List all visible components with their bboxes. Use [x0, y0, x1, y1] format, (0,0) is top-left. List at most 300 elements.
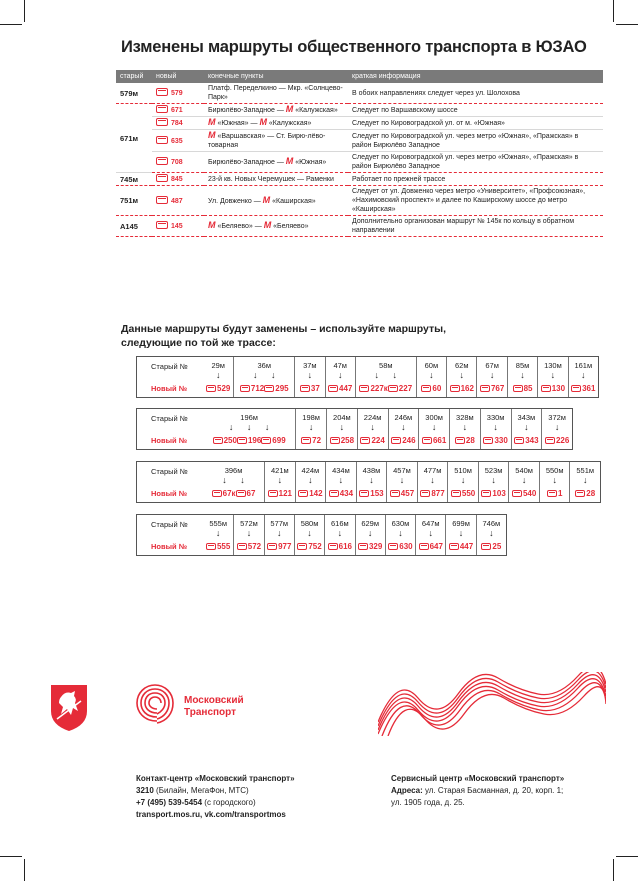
- arrow-row: [508, 370, 537, 380]
- bus-icon: [483, 437, 493, 444]
- arrow-down-icon: ↓: [271, 370, 276, 380]
- arrow-down-icon: ↓: [337, 528, 343, 538]
- bus-icon: [512, 490, 522, 497]
- replacement-column: [355, 357, 416, 397]
- arrow-row: [450, 422, 480, 432]
- new-number: 25: [492, 542, 502, 551]
- website-link[interactable]: transport.mos.ru, vk.com/transportmos: [136, 810, 286, 819]
- terminals: М «Варшавская» — Ст. Бирю-лёво-товарная: [204, 130, 348, 152]
- replacement-column: [507, 357, 537, 397]
- new-number: 457: [400, 489, 415, 498]
- table-row: [116, 104, 603, 117]
- new-numbers: [538, 384, 567, 393]
- arrow-row: [569, 370, 598, 380]
- replacement-column: [295, 462, 326, 502]
- table-row: [116, 130, 603, 152]
- old-number: 421м: [270, 466, 289, 475]
- replacement-column: [445, 515, 475, 555]
- new-number: 295: [275, 384, 289, 393]
- bus-icon: [545, 437, 555, 444]
- terminals: Бирюлёво-Западное — М «Южная»: [204, 152, 348, 173]
- arrow-down-icon: ↓: [398, 528, 403, 538]
- arrow-down-icon: ↓: [240, 475, 245, 485]
- bus-icon: [541, 385, 551, 392]
- new-numbers: [512, 436, 542, 445]
- terminals: 23-й кв. Новых Черемушек — Раменки: [204, 173, 348, 186]
- replacement-column: [203, 357, 233, 397]
- arrow-down-icon: ↓: [489, 528, 494, 538]
- new-numbers: [542, 436, 572, 445]
- arrow-row: [447, 370, 476, 380]
- new-number: 121: [278, 489, 292, 498]
- table-row: [116, 83, 603, 104]
- arrow-row: [512, 422, 542, 432]
- arrow-down-icon: ↓: [374, 370, 380, 380]
- arrow-row: [296, 422, 326, 432]
- arrow-down-icon: ↓: [460, 475, 466, 485]
- old-number: 477м: [423, 466, 442, 475]
- arrow-row: [356, 528, 385, 538]
- logo-line-1: Московский: [184, 695, 244, 706]
- old-route: 579м: [116, 83, 152, 104]
- old-number: 424м: [301, 466, 320, 475]
- terminals: М «Беляево» — М «Беляево»: [204, 216, 348, 237]
- arrow-row: [479, 475, 509, 485]
- replacement-box: [136, 408, 573, 450]
- arrow-row: [295, 370, 324, 380]
- new-numbers: [234, 542, 263, 551]
- old-number: 746м: [482, 519, 501, 528]
- bus-icon: [388, 385, 398, 392]
- replacement-column: [449, 409, 480, 449]
- bus-icon: [481, 543, 491, 550]
- old-number: 629м: [361, 519, 379, 528]
- route-info: Следует от ул. Довженко через метро «Университет», «Профсоюзная», «Нахимовский проспект» и далее по Каширскому шоссе до метро «Каширская»: [348, 186, 603, 216]
- bus-icon: [206, 543, 216, 550]
- metro-icon: М: [208, 117, 216, 127]
- new-route: [152, 117, 204, 130]
- bus-icon: [451, 490, 461, 497]
- old-number: 372м: [548, 413, 566, 422]
- new-route: [152, 152, 204, 173]
- bus-icon: [236, 490, 246, 497]
- old-number: 580м: [300, 519, 319, 528]
- bus-icon: [359, 385, 369, 392]
- bus-icon: [156, 174, 168, 182]
- new-numbers: [203, 384, 233, 393]
- replacement-column: [416, 357, 446, 397]
- old-number: 58м: [379, 361, 393, 370]
- new-number-label: Новый №: [151, 542, 188, 551]
- replacement-column: [537, 357, 567, 397]
- replacement-column: [264, 515, 294, 555]
- new-numbers: [356, 384, 416, 393]
- replacement-column: [480, 409, 511, 449]
- arrow-row: [234, 370, 294, 380]
- new-number-label: Новый №: [151, 436, 188, 445]
- arrow-row: [386, 528, 415, 538]
- new-numbers: [327, 436, 357, 445]
- replacement-subtitle: Данные маршруты будут заменены – используйте маршруты, следующие по той же трассе:: [121, 323, 447, 349]
- arrow-down-icon: ↓: [401, 422, 406, 432]
- bus-icon: [455, 437, 465, 444]
- metro-icon: М: [285, 104, 294, 114]
- new-numbers: [386, 542, 415, 551]
- new-number: 343: [525, 436, 539, 445]
- terminals: Платф. Переделкино — Мкр. «Солнцево-Парк»: [204, 83, 348, 104]
- old-route: 671м: [116, 104, 152, 173]
- bus-icon: [212, 490, 222, 497]
- table-row: [116, 173, 603, 186]
- new-numbers: [447, 384, 476, 393]
- new-numbers: [448, 489, 478, 498]
- replacement-column: [511, 409, 542, 449]
- logo-text: [184, 695, 244, 719]
- route-info: Следует по Кировоградской ул. через метро «Южная», «Пражская» в район Бирюлёво Западное: [348, 152, 603, 173]
- new-number: 434: [339, 489, 354, 498]
- arrow-row: [203, 528, 233, 538]
- arrow-row: [296, 475, 326, 485]
- arrow-row: [418, 475, 448, 485]
- new-numbers: [387, 489, 417, 498]
- arrow-down-icon: ↓: [431, 422, 437, 432]
- header-old: старый: [116, 70, 152, 83]
- replacement-column: [325, 357, 355, 397]
- arrow-row: [358, 422, 388, 432]
- replacement-column: [447, 462, 478, 502]
- bus-icon: [267, 543, 277, 550]
- new-numbers: [450, 436, 480, 445]
- replacement-column: [355, 515, 385, 555]
- replacement-column: [325, 462, 356, 502]
- arrow-row: [265, 528, 294, 538]
- metro-icon: М: [285, 156, 294, 166]
- arrow-down-icon: ↓: [520, 370, 525, 380]
- old-route: А145: [116, 216, 152, 237]
- old-number: 630м: [391, 519, 410, 528]
- replacement-column: [508, 462, 539, 502]
- arrow-row: [416, 528, 445, 538]
- route-info: Работает по прежней трассе: [348, 173, 603, 186]
- new-number: 246: [402, 436, 416, 445]
- terminals: Ул. Довженко — М «Каширская»: [204, 186, 348, 216]
- old-number: 616м: [331, 519, 349, 528]
- old-number-label: Старый №: [151, 362, 188, 371]
- new-numbers: [416, 542, 445, 551]
- arrow-down-icon: ↓: [489, 370, 495, 380]
- crop-mark: [616, 856, 638, 857]
- arrow-down-icon: ↓: [459, 370, 464, 380]
- header-terminals: конечные пункты: [204, 70, 348, 83]
- new-number: 540: [522, 489, 537, 498]
- new-route: [152, 130, 204, 152]
- arrow-row: [481, 422, 511, 432]
- replacement-column: [476, 357, 506, 397]
- crop-mark: [616, 24, 638, 25]
- old-number: 67м: [485, 361, 499, 370]
- old-number: 130м: [544, 361, 562, 370]
- new-numbers: [265, 542, 294, 551]
- new-numbers: [479, 489, 509, 498]
- new-number: 572: [247, 542, 262, 551]
- metro-icon: М: [259, 117, 267, 127]
- new-route: [152, 83, 204, 104]
- arrow-row: [570, 475, 600, 485]
- replacement-column: [478, 462, 509, 502]
- metro-icon: М: [263, 220, 272, 230]
- arrow-down-icon: ↓: [337, 370, 343, 380]
- new-numbers: [540, 489, 570, 498]
- arrow-down-icon: ↓: [277, 475, 283, 485]
- bus-icon: [328, 543, 338, 550]
- old-number-label: Старый №: [151, 414, 188, 423]
- new-number: 226: [555, 436, 570, 445]
- replacement-box: [136, 514, 507, 556]
- contact-center: [136, 773, 376, 821]
- old-number: 577м: [270, 519, 289, 528]
- decorative-wave-pattern: [378, 672, 606, 736]
- bus-icon: [297, 543, 307, 550]
- new-number-label: Новый №: [151, 489, 188, 498]
- old-number-label: Старый №: [151, 520, 188, 529]
- old-route: 751м: [116, 186, 152, 216]
- new-number: 227: [398, 384, 413, 393]
- arrow-row: [446, 528, 475, 538]
- replacement-column: [324, 515, 354, 555]
- new-numbers: [481, 436, 511, 445]
- arrow-down-icon: ↓: [228, 422, 234, 432]
- contact-title: Контакт-центр «Московский транспорт»: [136, 774, 295, 783]
- new-numbers: [417, 384, 446, 393]
- new-route-number: 784: [171, 120, 183, 127]
- old-number: 555м: [209, 519, 227, 528]
- replacement-column: [385, 515, 415, 555]
- table-header-row: [116, 70, 603, 83]
- new-route-number: 671: [171, 107, 183, 114]
- arrow-row: [327, 422, 357, 432]
- new-number: 258: [340, 436, 355, 445]
- old-route: 745м: [116, 173, 152, 186]
- new-number: 250: [223, 436, 237, 445]
- new-numbers: [326, 384, 355, 393]
- table-row: [116, 152, 603, 173]
- routes-table: [116, 70, 603, 237]
- new-number: 447: [459, 542, 474, 551]
- replacement-column: [233, 357, 294, 397]
- new-number: 661: [432, 436, 447, 445]
- new-number: 977: [278, 542, 292, 551]
- new-route: [152, 173, 204, 186]
- bus-icon: [156, 88, 168, 96]
- bus-icon: [156, 118, 168, 126]
- new-number: 712: [250, 384, 265, 393]
- arrow-down-icon: ↓: [276, 528, 282, 538]
- new-number-label: Новый №: [151, 384, 188, 393]
- new-route-number: 708: [171, 159, 183, 166]
- arrow-down-icon: ↓: [215, 370, 221, 380]
- old-number-label: Старый №: [151, 467, 188, 476]
- old-number: 523м: [484, 466, 503, 475]
- bus-icon: [390, 490, 400, 497]
- arrow-row: [477, 370, 506, 380]
- new-numbers: [418, 489, 448, 498]
- crop-mark: [0, 24, 22, 25]
- arrow-row: [477, 528, 506, 538]
- old-number: 540м: [515, 466, 533, 475]
- header-new: новый: [152, 70, 204, 83]
- bus-icon: [237, 437, 247, 444]
- replacement-column: [541, 409, 572, 449]
- new-number: 630: [399, 542, 413, 551]
- bus-icon: [449, 543, 459, 550]
- new-number: 28: [586, 489, 596, 498]
- new-numbers: [295, 542, 324, 551]
- arrow-down-icon: ↓: [493, 422, 498, 432]
- arrow-row: [326, 370, 355, 380]
- new-number: 28: [465, 436, 475, 445]
- replacement-column: [294, 515, 324, 555]
- new-numbers: [569, 384, 598, 393]
- new-route-number: 145: [171, 223, 183, 230]
- old-number: 647м: [421, 519, 440, 528]
- arrow-down-icon: ↓: [308, 475, 313, 485]
- old-number: 29м: [211, 361, 225, 370]
- bus-icon: [419, 543, 429, 550]
- arrow-down-icon: ↓: [392, 370, 398, 380]
- new-number: 1: [557, 489, 563, 498]
- arrow-row: [357, 475, 387, 485]
- new-number: 224: [371, 436, 385, 445]
- arrow-down-icon: ↓: [524, 422, 529, 432]
- new-number: 67: [246, 489, 256, 498]
- new-numbers: [509, 489, 539, 498]
- bus-icon: [213, 437, 223, 444]
- new-number: 361: [582, 384, 596, 393]
- bus-icon: [156, 196, 168, 204]
- new-numbers: [203, 542, 233, 551]
- bus-icon: [391, 437, 401, 444]
- arrow-down-icon: ↓: [430, 475, 435, 485]
- old-number: 330м: [486, 413, 505, 422]
- route-info: Следует по Кировоградской ул. через метро «Южная», «Пражская» в район Бирюлёво Западное: [348, 130, 603, 152]
- bus-icon: [388, 543, 398, 550]
- new-numbers: [234, 384, 294, 393]
- new-number: 227к: [370, 384, 388, 393]
- phone[interactable]: +7 (495) 539-5454: [136, 798, 203, 807]
- bus-icon: [360, 437, 370, 444]
- new-route: [152, 216, 204, 237]
- arrow-row: [325, 528, 354, 538]
- old-number: 699м: [452, 519, 470, 528]
- new-numbers: [477, 542, 506, 551]
- arrow-down-icon: ↓: [264, 422, 270, 432]
- arrow-down-icon: ↓: [222, 475, 227, 485]
- crop-mark: [0, 856, 22, 857]
- new-numbers: [296, 436, 326, 445]
- old-number: 62м: [455, 361, 469, 370]
- arrow-down-icon: ↓: [581, 370, 586, 380]
- bus-icon: [156, 157, 168, 165]
- new-number: 752: [308, 542, 322, 551]
- arrow-down-icon: ↓: [307, 528, 312, 538]
- replacement-column: [233, 515, 263, 555]
- old-number: 198м: [302, 413, 320, 422]
- bus-icon: [514, 437, 524, 444]
- metro-icon: М: [262, 194, 271, 205]
- new-numbers: [446, 542, 475, 551]
- old-number: 196м: [240, 413, 258, 422]
- replacement-column: [415, 515, 445, 555]
- bus-icon: [421, 385, 431, 392]
- replacement-column: [294, 357, 324, 397]
- new-number: 647: [429, 542, 443, 551]
- replacement-column: [569, 462, 600, 502]
- bus-icon: [359, 490, 369, 497]
- arrow-down-icon: ↓: [253, 370, 258, 380]
- crop-mark: [613, 0, 614, 22]
- short-phone[interactable]: 3210: [136, 786, 154, 795]
- new-number: 699: [272, 436, 286, 445]
- arrow-down-icon: ↓: [367, 528, 373, 538]
- replacement-column: [203, 409, 295, 449]
- new-numbers: [203, 436, 295, 445]
- service-center: [391, 773, 601, 809]
- bus-icon: [575, 490, 585, 497]
- new-route-number: 845: [171, 176, 183, 183]
- bus-icon: [422, 437, 432, 444]
- new-numbers: [296, 489, 326, 498]
- bus-icon: [240, 385, 250, 392]
- old-number: 224м: [363, 413, 382, 422]
- bus-icon: [329, 490, 339, 497]
- arrow-down-icon: ↓: [307, 370, 313, 380]
- arrow-row: [295, 528, 324, 538]
- new-number: 330: [494, 436, 508, 445]
- replacement-box: [136, 461, 601, 503]
- bus-icon: [420, 490, 430, 497]
- new-number: 72: [312, 436, 322, 445]
- arrow-down-icon: ↓: [550, 370, 556, 380]
- arrow-down-icon: ↓: [428, 528, 433, 538]
- arrow-row: [203, 422, 295, 432]
- new-number: 877: [431, 489, 445, 498]
- new-numbers: [508, 384, 537, 393]
- new-number: 103: [492, 489, 506, 498]
- new-number: 162: [460, 384, 474, 393]
- replacement-column: [417, 462, 448, 502]
- bus-icon: [156, 136, 168, 144]
- routes-table-body: [116, 83, 603, 237]
- new-numbers: [389, 436, 419, 445]
- arrow-row: [326, 475, 356, 485]
- new-number: 142: [309, 489, 323, 498]
- new-numbers: [325, 542, 354, 551]
- bus-icon: [301, 437, 311, 444]
- phone-note: (с городского): [204, 798, 256, 807]
- new-number: 85: [523, 384, 533, 393]
- bus-icon: [571, 385, 581, 392]
- replacement-column: [386, 462, 417, 502]
- replacement-column: [203, 515, 233, 555]
- new-number: 616: [338, 542, 353, 551]
- bus-icon: [264, 385, 274, 392]
- bus-icon: [261, 437, 271, 444]
- arrow-row: [509, 475, 539, 485]
- replacement-column: [418, 409, 449, 449]
- arrow-row: [387, 475, 417, 485]
- crop-mark: [24, 0, 25, 22]
- bus-icon: [300, 385, 310, 392]
